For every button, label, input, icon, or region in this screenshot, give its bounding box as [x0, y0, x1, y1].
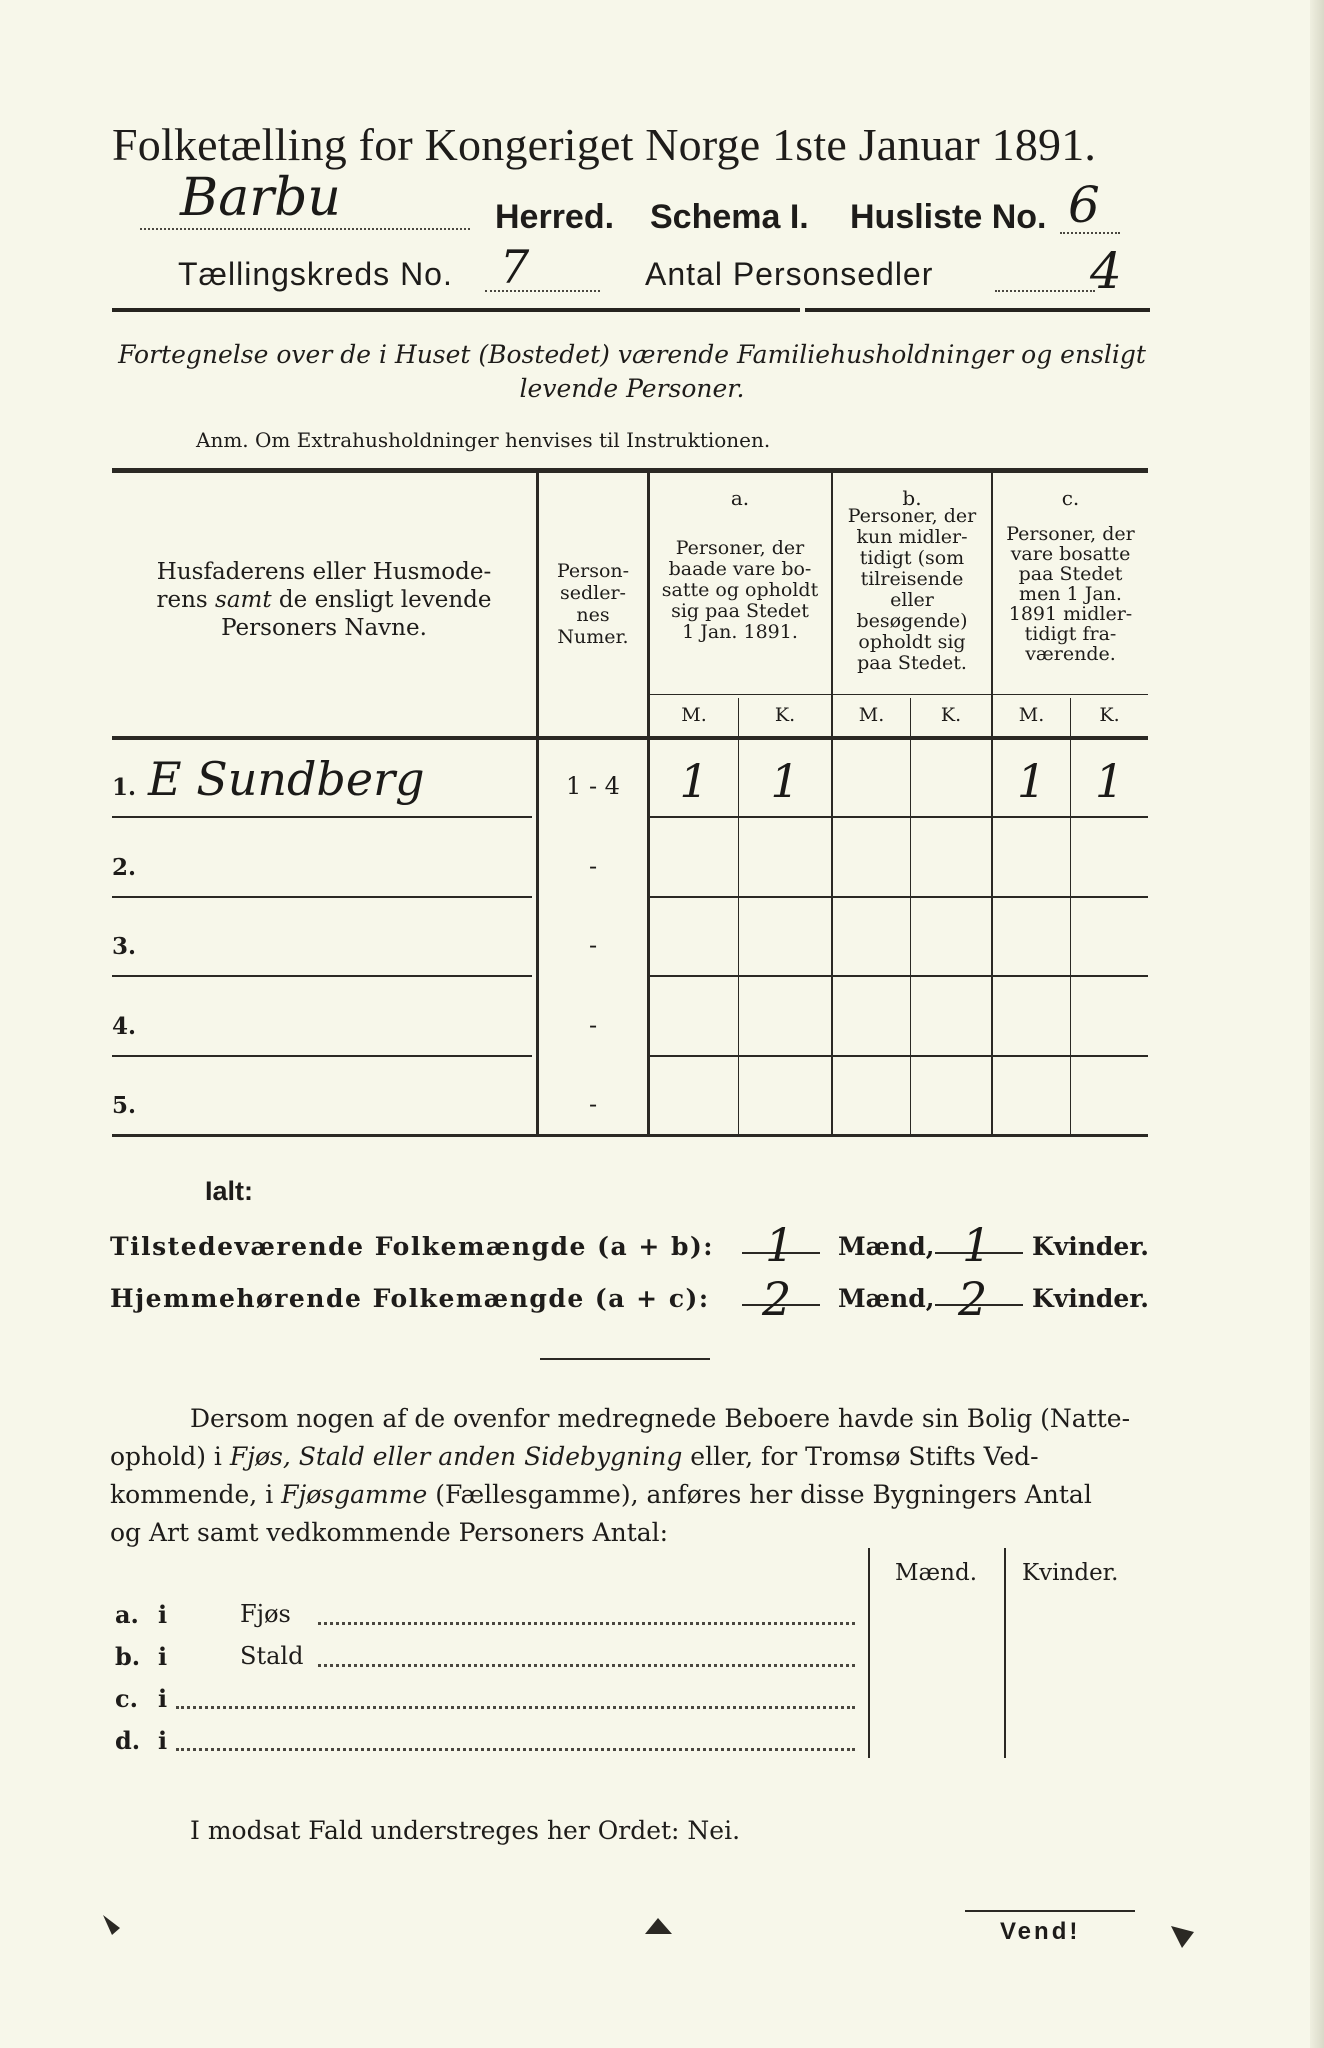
- herred-label: Herred.: [495, 198, 615, 236]
- row-number: 3.: [112, 933, 137, 960]
- hjemme-maend-label: Mænd,: [838, 1284, 935, 1313]
- vline-names: [536, 472, 539, 1136]
- col-b-letter: b.: [902, 486, 922, 510]
- page-edge: [1310, 0, 1324, 2048]
- col-c-line: vare bosatte: [1010, 543, 1131, 565]
- antal-label: Antal Personsedler: [645, 256, 934, 292]
- col-c-letter: c.: [1061, 486, 1080, 510]
- row-cell-c-m: 1: [1016, 754, 1047, 808]
- building-item-dotline: [176, 1748, 855, 1751]
- row-number: 2.: [112, 853, 137, 881]
- col-names-line2: rens samt de ensligt levende: [156, 587, 492, 613]
- col-b-line: tilreisende: [860, 568, 964, 590]
- tilstede-m-value: 1: [765, 1218, 795, 1272]
- buildings-vline-2: [1004, 1548, 1006, 1758]
- col-a-m-label: M.: [681, 704, 707, 726]
- herred-value: Barbu: [180, 168, 341, 228]
- col-numer-heading: Person- sedler- nes Numer.: [556, 560, 630, 648]
- ialt-label: Ialt:: [205, 1176, 254, 1206]
- col-b-line: tidigt (som: [859, 547, 965, 569]
- husliste-label: Husliste No.: [850, 198, 1047, 236]
- para-line1: Dersom nogen af de ovenfor medregnede Beboere havde sin Bolig (Natte-: [190, 1404, 1131, 1433]
- building-item-prefix: i: [158, 1642, 168, 1671]
- corner-mark-right: [1168, 1922, 1198, 1952]
- building-item-label: Stald: [240, 1642, 304, 1670]
- modsat-text: I modsat Fald understreges her Ordet: Nei.: [190, 1816, 741, 1845]
- vline-b-mk: [910, 698, 911, 1136]
- col-a-line: sig paa Stedet: [671, 600, 809, 622]
- col-a-line: Personer, der: [675, 537, 805, 559]
- intro-line1: Fortegnelse over de i Huset (Bostedet) værende Familiehusholdninger og ensligt: [118, 340, 1146, 369]
- col-c-line: værende.: [1025, 643, 1116, 665]
- col-b-heading: [833, 506, 991, 674]
- row-rule-values: [650, 816, 1148, 818]
- col-c-line: paa Stedet: [1018, 563, 1123, 585]
- row-numer: -: [588, 931, 598, 959]
- separator-rule: [540, 1358, 710, 1360]
- col-a-heading: [650, 538, 830, 643]
- row-rule-values: [650, 896, 1148, 898]
- para-line3: kommende, i Fjøsgamme (Fællesgamme), anføres her disse Bygningers Antal: [110, 1480, 1092, 1509]
- row-number: 1.: [112, 774, 137, 801]
- buildings-maend-head: Mænd.: [895, 1560, 978, 1586]
- hjemme-kvinder-label: Kvinder.: [1032, 1284, 1149, 1313]
- col-c-line: tidigt fra-: [1024, 623, 1117, 645]
- row-numer: -: [588, 1010, 598, 1039]
- corner-mark-left: [100, 1910, 130, 1940]
- form-title: Folketælling for Kongeriget Norge 1ste Januar 1891.: [112, 119, 1097, 170]
- col-a-line: 1 Jan. 1891.: [682, 621, 798, 643]
- buildings-kvinder-head: Kvinder.: [1022, 1560, 1119, 1586]
- vend-rule: [965, 1910, 1135, 1912]
- para-line4: og Art samt vedkommende Personers Antal:: [110, 1518, 669, 1547]
- para-line2: ophold) i Fjøs, Stald eller anden Sidebygning eller, for Tromsø Stifts Ved-: [110, 1442, 1039, 1471]
- col-b-m-label: M.: [858, 704, 885, 726]
- husliste-value: 6: [1068, 176, 1100, 234]
- col-b-line: opholdt sig: [858, 631, 966, 653]
- row-numer: -: [588, 851, 598, 880]
- col-c-heading: [993, 524, 1148, 664]
- anm-note: Anm. Om Extrahusholdninger henvises til Instruktionen.: [196, 428, 771, 452]
- kreds-label: Tællingskreds No.: [178, 256, 453, 292]
- row-cell-c-k: 1: [1094, 754, 1125, 808]
- col-c-m-label: M.: [1018, 704, 1045, 726]
- col-b-k-label: K.: [940, 704, 962, 726]
- row-rule-name: [112, 816, 532, 818]
- tilstede-k-value: 1: [962, 1218, 992, 1272]
- building-item-dotline: [176, 1706, 855, 1709]
- antal-value: 4: [1090, 242, 1122, 300]
- hjemme-m-value: 2: [762, 1272, 792, 1326]
- building-item-dotline: [318, 1622, 855, 1625]
- tilstede-label: Tilstedeværende Folkemængde (a + b):: [110, 1232, 715, 1261]
- center-mark: [640, 1912, 680, 1942]
- col-names-line1: Husfaderens eller Husmode-: [156, 559, 492, 585]
- col-c-k-label: K.: [1099, 704, 1120, 726]
- building-item-letter: a.: [115, 1600, 139, 1629]
- row-cell-a-m: 1: [679, 754, 709, 808]
- row-rule-name: [112, 975, 532, 977]
- building-item-letter: d.: [115, 1726, 141, 1755]
- row-number: 4.: [112, 1012, 137, 1040]
- building-item-letter: c.: [115, 1684, 138, 1713]
- row-numer: 1 - 4: [566, 772, 620, 800]
- antal-field-line: [995, 258, 1095, 292]
- row-number: 5.: [112, 1092, 137, 1119]
- row-cell-a-k: 1: [770, 754, 800, 808]
- row-rule-name: [112, 896, 532, 898]
- kreds-value: 7: [500, 240, 530, 294]
- col-a-letter: a.: [730, 486, 750, 510]
- hjemme-k-value: 2: [958, 1272, 988, 1326]
- row-rule-values: [650, 975, 1148, 977]
- col-b-line: paa Stedet.: [857, 652, 967, 674]
- row-name: E Sundberg: [148, 752, 425, 806]
- col-a-line: baade vare bo-: [668, 558, 812, 580]
- vend-text: Vend!: [1000, 1918, 1081, 1945]
- tilstede-maend-label: Mænd,: [838, 1232, 935, 1261]
- col-c-line: men 1 Jan.: [1019, 583, 1122, 605]
- col-b-line: kun midler-: [856, 526, 968, 548]
- building-item-prefix: i: [158, 1600, 168, 1629]
- row-numer: -: [588, 1090, 598, 1118]
- header-rule-left: [112, 308, 800, 312]
- col-c-line: Personer, der: [1006, 523, 1135, 545]
- col-b-line: eller: [890, 589, 934, 611]
- col-names-line3: Personers Navne.: [221, 615, 427, 641]
- col-b-line: Personer, der: [847, 505, 977, 527]
- col-a-k-label: K.: [774, 704, 796, 726]
- header-rule-right: [805, 308, 1150, 312]
- row-rule-values: [650, 1055, 1148, 1057]
- col-a-line: satte og opholdt: [661, 579, 819, 601]
- building-item-label: Fjøs: [240, 1600, 291, 1628]
- col-c-line: 1891 midler-: [1008, 603, 1133, 625]
- schema-label: Schema I.: [650, 198, 809, 236]
- col-names-heading: [112, 558, 536, 642]
- intro-line2: levende Personer.: [519, 374, 745, 403]
- mk-top-rule: [650, 694, 1148, 695]
- buildings-vline-1: [868, 1548, 870, 1758]
- row-rule-name: [112, 1055, 532, 1057]
- building-item-prefix: i: [158, 1684, 168, 1713]
- building-item-letter: b.: [115, 1642, 141, 1671]
- building-item-prefix: i: [158, 1726, 168, 1755]
- hjemme-label: Hjemmehørende Folkemængde (a + c):: [110, 1284, 710, 1313]
- tilstede-kvinder-label: Kvinder.: [1032, 1232, 1149, 1261]
- col-b-line: besøgende): [856, 610, 968, 632]
- building-item-dotline: [318, 1664, 855, 1667]
